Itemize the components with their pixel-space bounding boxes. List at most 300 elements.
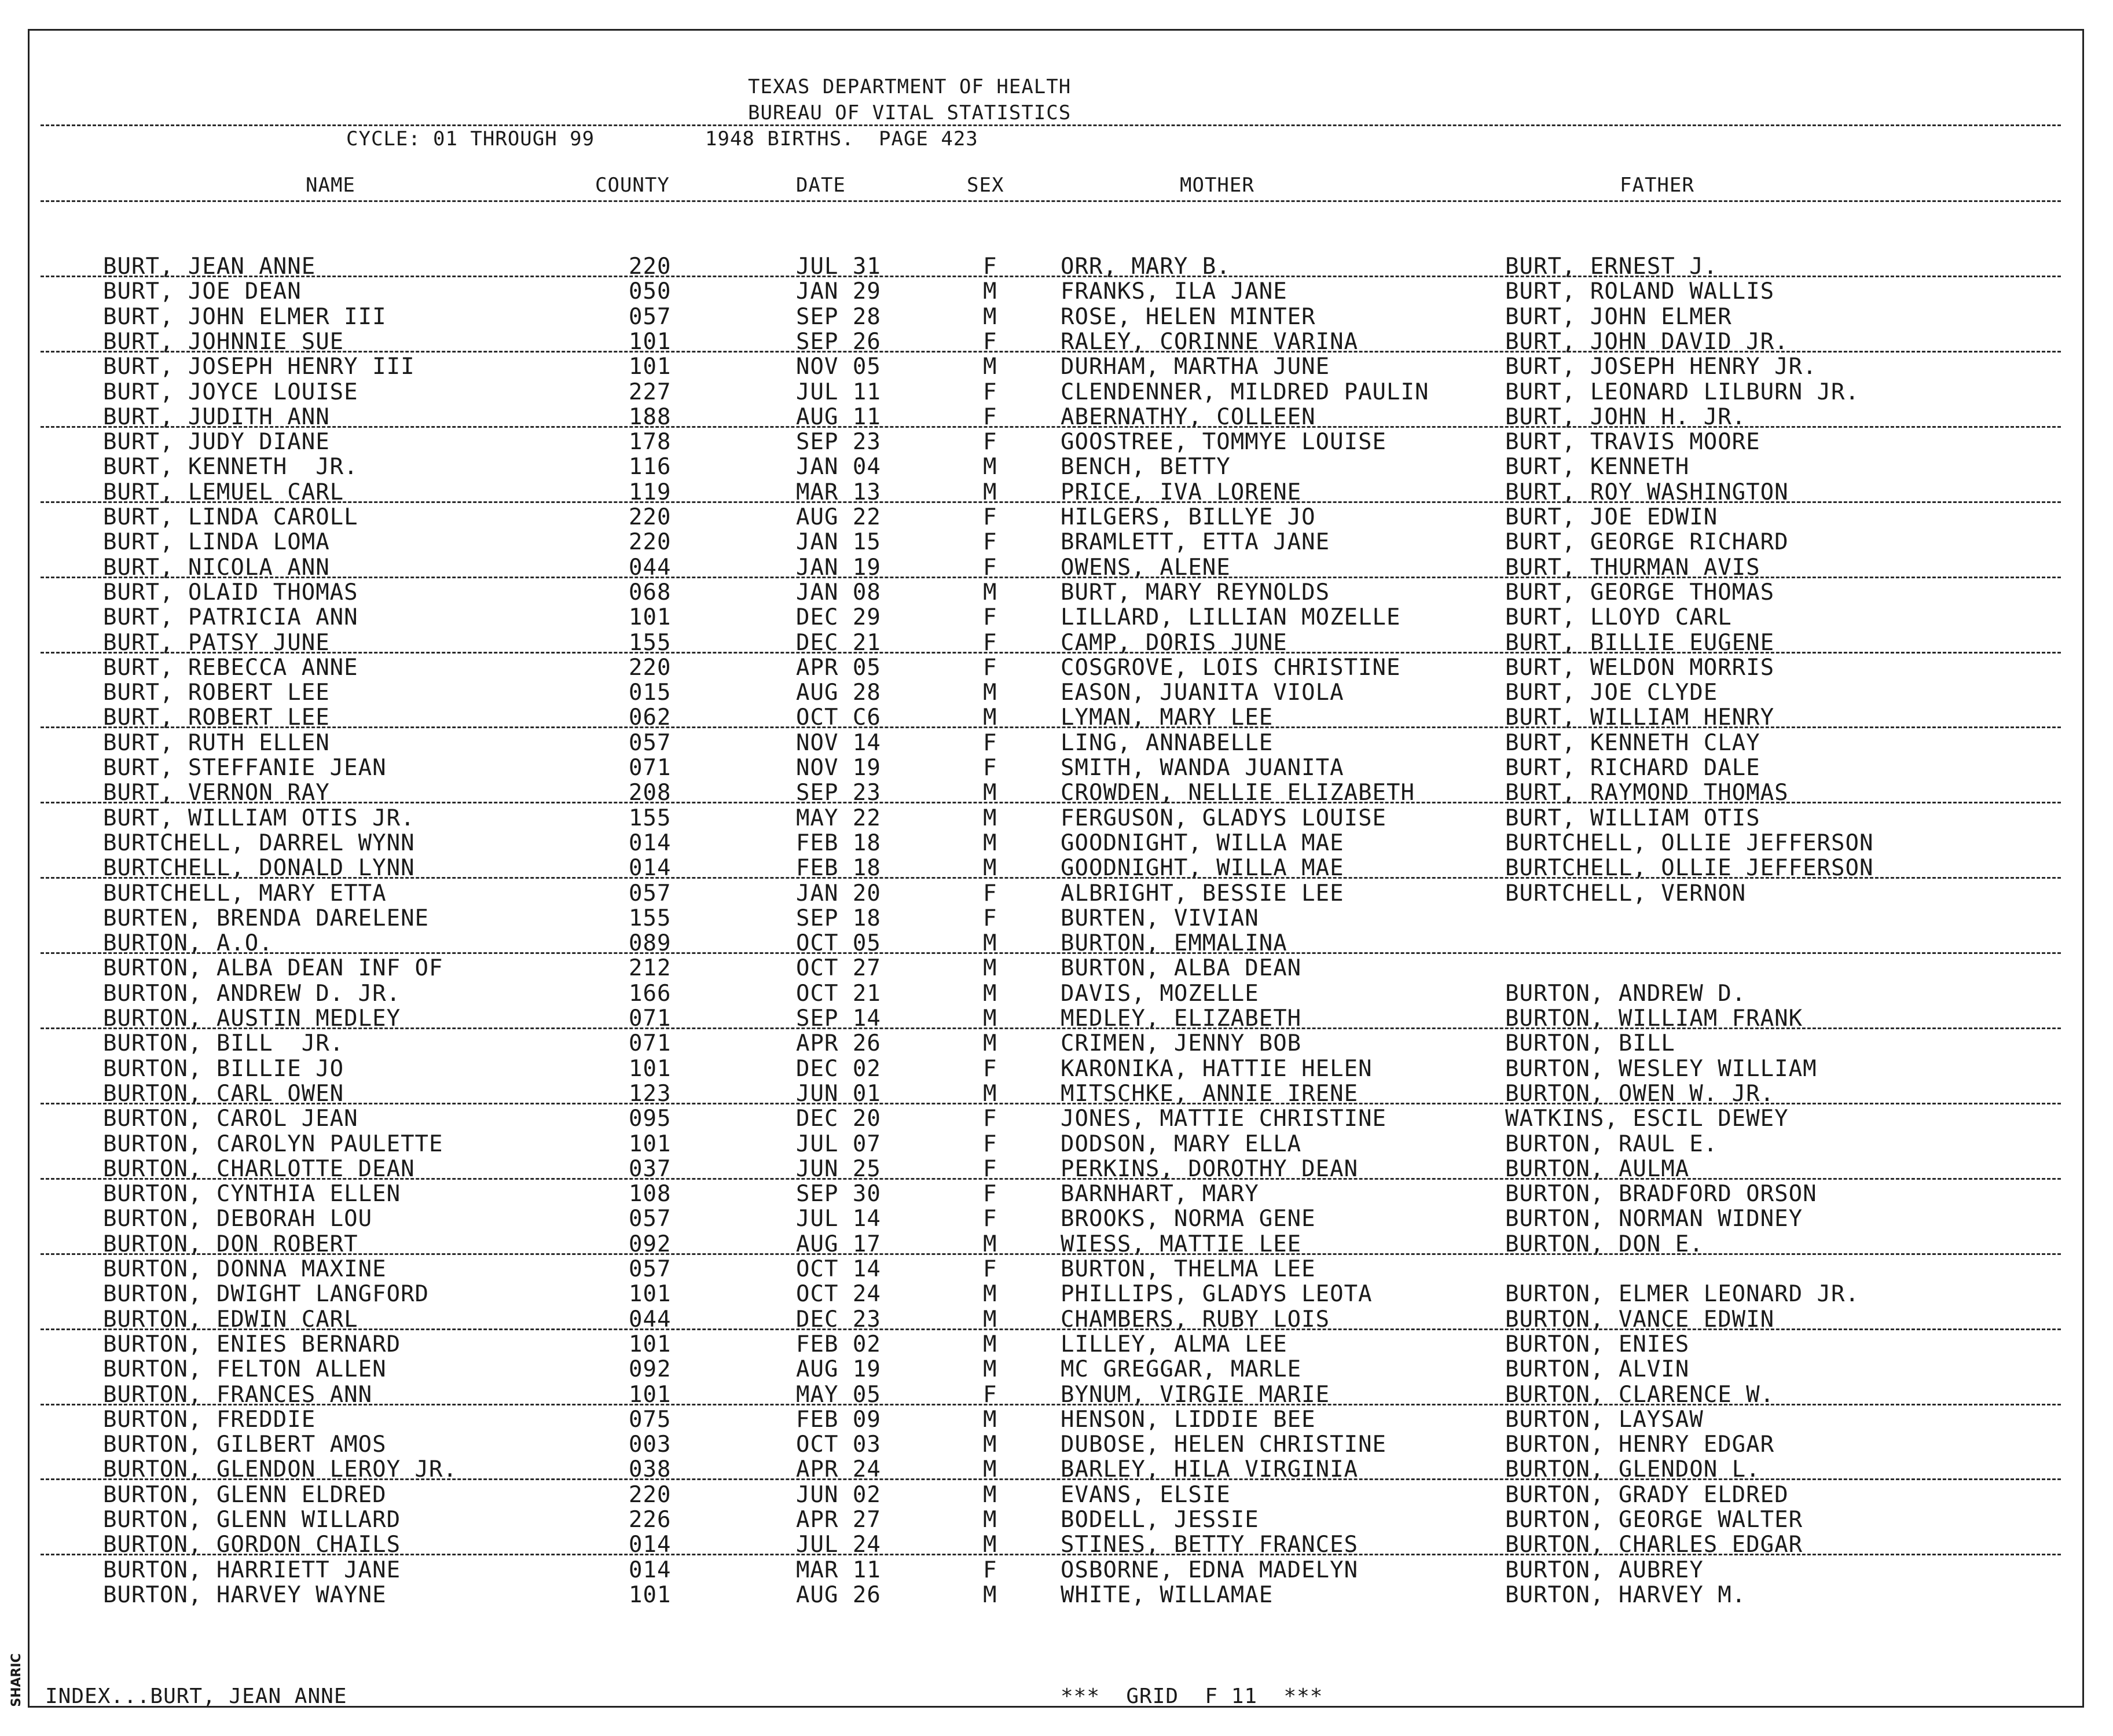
record-date: JUN 01: [796, 1081, 881, 1107]
record-date: NOV 14: [796, 730, 881, 756]
footer-index: INDEX...BURT, JEAN ANNE: [45, 1684, 347, 1708]
record-date: DEC 23: [796, 1306, 881, 1333]
record-county: 095: [629, 1106, 672, 1132]
record-sex: M: [983, 304, 997, 330]
record-name: BURT, NICOLA ANN: [103, 555, 330, 581]
record-date: OCT 14: [796, 1256, 881, 1282]
cycle-label: CYCLE:: [346, 127, 421, 151]
record-sex: M: [983, 1231, 997, 1257]
record-date: JAN 20: [796, 880, 881, 906]
record-mother: GOODNIGHT, WILLA MAE: [1061, 855, 1344, 881]
record-county: 101: [629, 1056, 672, 1082]
record-row: [0, 480, 2084, 505]
record-county: 071: [629, 1005, 672, 1032]
record-row: [0, 1057, 2084, 1081]
record-date: OCT 21: [796, 981, 881, 1007]
record-row: [0, 1558, 2084, 1583]
record-mother: PHILLIPS, GLADYS LEOTA: [1061, 1281, 1373, 1307]
record-row: [0, 556, 2084, 580]
record-sex: F: [983, 404, 997, 430]
record-county: 057: [629, 1206, 672, 1232]
record-name: BURTON, BILL JR.: [103, 1030, 344, 1056]
record-mother: BROOKS, NORMA GENE: [1061, 1206, 1316, 1232]
record-county: 178: [629, 429, 672, 455]
record-sex: F: [983, 1382, 997, 1408]
record-sex: F: [983, 630, 997, 656]
record-county: 038: [629, 1456, 672, 1482]
record-father: BURTCHELL, OLLIE JEFFERSON: [1505, 855, 1874, 881]
record-date: JAN 19: [796, 555, 881, 581]
record-county: 155: [629, 905, 672, 931]
record-name: BURTON, GLENDON LEROY JR.: [103, 1456, 457, 1482]
record-name: BURTON, CARL OWEN: [103, 1081, 344, 1107]
record-date: DEC 29: [796, 604, 881, 630]
record-county: 108: [629, 1181, 672, 1207]
record-name: BURT, REBECCA ANNE: [103, 655, 358, 681]
record-sex: F: [983, 529, 997, 555]
record-date: JUN 25: [796, 1156, 881, 1182]
column-header-mother: MOTHER: [1180, 174, 1254, 197]
record-sex: M: [983, 704, 997, 731]
record-father: BURT, GEORGE THOMAS: [1505, 579, 1775, 605]
record-row: [0, 605, 2084, 630]
record-date: DEC 20: [796, 1106, 881, 1132]
record-mother: BYNUM, VIRGIE MARIE: [1061, 1382, 1330, 1408]
record-county: 101: [629, 1331, 672, 1357]
record-mother: CLENDENNER, MILDRED PAULIN: [1061, 379, 1429, 405]
record-row: [0, 455, 2084, 479]
record-mother: ABERNATHY, COLLEEN: [1061, 404, 1316, 430]
record-row: [0, 1207, 2084, 1231]
record-father: BURT, WELDON MORRIS: [1505, 655, 1775, 681]
record-father: BURTON, BRADFORD ORSON: [1505, 1181, 1817, 1207]
record-name: BURTCHELL, DARREL WYNN: [103, 830, 415, 856]
record-row: [0, 530, 2084, 555]
record-sex: F: [983, 1557, 997, 1583]
record-mother: GOODNIGHT, WILLA MAE: [1061, 830, 1344, 856]
record-name: BURTON, DWIGHT LANGFORD: [103, 1281, 430, 1307]
record-name: BURT, JOE DEAN: [103, 278, 302, 304]
record-date: FEB 02: [796, 1331, 881, 1357]
column-header-sex: SEX: [967, 174, 1004, 197]
record-row: [0, 706, 2084, 730]
record-county: 057: [629, 880, 672, 906]
header-title: TEXAS DEPARTMENT OF HEALTH: [748, 75, 1072, 98]
record-row: [0, 831, 2084, 856]
record-sex: M: [983, 1456, 997, 1482]
record-sex: M: [983, 579, 997, 605]
record-sex: F: [983, 1156, 997, 1182]
record-sex: F: [983, 1181, 997, 1207]
record-county: 015: [629, 680, 672, 706]
record-mother: BENCH, BETTY: [1061, 454, 1231, 480]
record-mother: ROSE, HELEN MINTER: [1061, 304, 1316, 330]
record-date: MAR 11: [796, 1557, 881, 1583]
record-father: BURTON, ALVIN: [1505, 1356, 1690, 1382]
record-sex: M: [983, 1030, 997, 1056]
record-date: SEP 30: [796, 1181, 881, 1207]
record-county: 014: [629, 1532, 672, 1558]
record-sex: F: [983, 905, 997, 931]
record-county: 101: [629, 604, 672, 630]
record-mother: ALBRIGHT, BESSIE LEE: [1061, 880, 1344, 906]
record-mother: OSBORNE, EDNA MADELYN: [1061, 1557, 1359, 1583]
record-name: BURTON, HARVEY WAYNE: [103, 1582, 387, 1608]
record-mother: EASON, JUANITA VIOLA: [1061, 680, 1344, 706]
record-row: [0, 1282, 2084, 1306]
record-mother: PRICE, IVA LORENE: [1061, 479, 1302, 505]
record-county: 116: [629, 454, 672, 480]
record-father: BURT, BILLIE EUGENE: [1505, 630, 1775, 656]
record-county: 101: [629, 1382, 672, 1408]
record-date: AUG 22: [796, 504, 881, 530]
record-row: [0, 1007, 2084, 1031]
record-row: [0, 1082, 2084, 1106]
record-father: BURTON, OWEN W. JR.: [1505, 1081, 1775, 1107]
record-date: OCT 27: [796, 955, 881, 981]
record-county: 014: [629, 855, 672, 881]
record-sex: M: [983, 1432, 997, 1458]
record-county: 068: [629, 579, 672, 605]
record-sex: F: [983, 604, 997, 630]
record-father: BURT, RICHARD DALE: [1505, 755, 1760, 781]
record-county: 037: [629, 1156, 672, 1182]
record-row: [0, 355, 2084, 379]
record-row: [0, 731, 2084, 755]
header-divider: [41, 124, 2061, 126]
record-sex: M: [983, 1507, 997, 1533]
record-name: BURTON, GLENN WILLARD: [103, 1507, 401, 1533]
column-header-county: COUNTY: [595, 174, 670, 197]
record-mother: BURT, MARY REYNOLDS: [1061, 579, 1330, 605]
record-mother: LING, ANNABELLE: [1061, 730, 1274, 756]
record-mother: MEDLEY, ELIZABETH: [1061, 1005, 1302, 1032]
record-father: BURTON, AULMA: [1505, 1156, 1690, 1182]
record-sex: M: [983, 830, 997, 856]
record-county: 155: [629, 630, 672, 656]
record-sex: M: [983, 1005, 997, 1032]
record-father: BURT, ROY WASHINGTON: [1505, 479, 1789, 505]
record-mother: HILGERS, BILLYE JO: [1061, 504, 1316, 530]
record-mother: COSGROVE, LOIS CHRISTINE: [1061, 655, 1401, 681]
footer-grid: *** GRID F 11 ***: [1061, 1684, 1323, 1708]
record-sex: F: [983, 429, 997, 455]
record-father: BURTON, GLENDON L.: [1505, 1456, 1760, 1482]
record-date: MAY 22: [796, 805, 881, 831]
record-date: OCT 05: [796, 930, 881, 956]
record-county: 057: [629, 304, 672, 330]
record-row: [0, 1157, 2084, 1181]
record-sex: M: [983, 1407, 997, 1433]
year-births: 1948 BIRTHS.: [705, 127, 854, 151]
record-row: [0, 330, 2084, 354]
record-name: BURTCHELL, MARY ETTA: [103, 880, 387, 906]
record-county: 101: [629, 329, 672, 355]
record-row: [0, 1483, 2084, 1507]
record-father: BURTON, CLARENCE W.: [1505, 1382, 1775, 1408]
record-mother: DAVIS, MOZELLE: [1061, 981, 1259, 1007]
record-sex: F: [983, 504, 997, 530]
record-mother: BRAMLETT, ETTA JANE: [1061, 529, 1330, 555]
record-name: BURTON, GILBERT AMOS: [103, 1432, 387, 1458]
record-county: 226: [629, 1507, 672, 1533]
record-date: DEC 21: [796, 630, 881, 656]
record-father: WATKINS, ESCIL DEWEY: [1505, 1106, 1789, 1132]
record-row: [0, 581, 2084, 605]
record-name: BURTON, AUSTIN MEDLEY: [103, 1005, 401, 1032]
record-row: [0, 1333, 2084, 1357]
record-date: SEP 23: [796, 429, 881, 455]
record-name: BURTEN, BRENDA DARELENE: [103, 905, 430, 931]
record-row: [0, 856, 2084, 880]
record-name: BURT, PATSY JUNE: [103, 630, 330, 656]
record-name: BURTCHELL, DONALD LYNN: [103, 855, 415, 881]
record-father: BURT, KENNETH CLAY: [1505, 730, 1760, 756]
record-mother: MC GREGGAR, MARLE: [1061, 1356, 1302, 1382]
record-mother: DUBOSE, HELEN CHRISTINE: [1061, 1432, 1387, 1458]
record-date: APR 24: [796, 1456, 881, 1482]
record-county: 014: [629, 830, 672, 856]
record-father: BURT, JOSEPH HENRY JR.: [1505, 354, 1817, 380]
record-county: 057: [629, 1256, 672, 1282]
record-mother: CAMP, DORIS JUNE: [1061, 630, 1287, 656]
record-name: BURTON, A.O.: [103, 930, 273, 956]
record-county: 119: [629, 479, 672, 505]
record-father: BURTON, BILL: [1505, 1030, 1675, 1056]
record-father: BURTON, WILLIAM FRANK: [1505, 1005, 1803, 1032]
record-mother: JONES, MATTIE CHRISTINE: [1061, 1106, 1387, 1132]
record-row: [0, 681, 2084, 705]
record-row: [0, 1132, 2084, 1157]
record-row: [0, 1232, 2084, 1257]
record-sex: M: [983, 680, 997, 706]
record-name: BURTON, BILLIE JO: [103, 1056, 344, 1082]
record-name: BURT, LEMUEL CARL: [103, 479, 344, 505]
column-header-date: DATE: [796, 174, 846, 197]
record-name: BURTON, CHARLOTTE DEAN: [103, 1156, 415, 1182]
record-date: JAN 29: [796, 278, 881, 304]
record-sex: M: [983, 479, 997, 505]
record-county: 044: [629, 555, 672, 581]
record-sex: M: [983, 955, 997, 981]
record-mother: BURTEN, VIVIAN: [1061, 905, 1259, 931]
record-sex: F: [983, 1131, 997, 1157]
record-row: [0, 1583, 2084, 1607]
record-row: [0, 982, 2084, 1006]
record-row: [0, 280, 2084, 304]
record-row: [0, 882, 2084, 906]
record-sex: F: [983, 1256, 997, 1282]
column-header-divider: [41, 200, 2061, 202]
record-row: [0, 1107, 2084, 1131]
record-mother: BURTON, ALBA DEAN: [1061, 955, 1302, 981]
record-mother: WIESS, MATTIE LEE: [1061, 1231, 1302, 1257]
record-name: BURTON, CYNTHIA ELLEN: [103, 1181, 401, 1207]
record-sex: M: [983, 1582, 997, 1608]
record-row: [0, 631, 2084, 655]
record-date: APR 05: [796, 655, 881, 681]
record-county: 101: [629, 1582, 672, 1608]
record-date: SEP 18: [796, 905, 881, 931]
record-mother: BURTON, EMMALINA: [1061, 930, 1287, 956]
record-father: BURTON, ELMER LEONARD JR.: [1505, 1281, 1859, 1307]
record-name: BURTON, CAROLYN PAULETTE: [103, 1131, 443, 1157]
record-date: JUL 24: [796, 1532, 881, 1558]
record-mother: RALEY, CORINNE VARINA: [1061, 329, 1359, 355]
record-county: 220: [629, 254, 672, 280]
record-sex: F: [983, 755, 997, 781]
record-county: 071: [629, 755, 672, 781]
record-county: 220: [629, 504, 672, 530]
record-father: BURTCHELL, VERNON: [1505, 880, 1747, 906]
record-county: 101: [629, 1281, 672, 1307]
record-sex: M: [983, 278, 997, 304]
record-county: 220: [629, 529, 672, 555]
record-father: BURT, ROLAND WALLIS: [1505, 278, 1775, 304]
record-father: BURT, TRAVIS MOORE: [1505, 429, 1760, 455]
record-name: BURTON, ANDREW D. JR.: [103, 981, 401, 1007]
record-father: BURT, THURMAN AVIS: [1505, 555, 1760, 581]
record-county: 071: [629, 1030, 672, 1056]
record-sex: F: [983, 555, 997, 581]
record-name: BURT, JOHNNIE SUE: [103, 329, 344, 355]
record-father: BURT, LEONARD LILBURN JR.: [1505, 379, 1859, 405]
record-mother: CROWDEN, NELLIE ELIZABETH: [1061, 780, 1415, 806]
record-mother: SMITH, WANDA JUANITA: [1061, 755, 1344, 781]
record-father: BURT, JOE EDWIN: [1505, 504, 1718, 530]
record-name: BURT, JOHN ELMER III: [103, 304, 387, 330]
record-county: 050: [629, 278, 672, 304]
record-name: BURT, JEAN ANNE: [103, 254, 316, 280]
record-mother: ORR, MARY B.: [1061, 254, 1231, 280]
record-father: BURTON, DON E.: [1505, 1231, 1704, 1257]
record-name: BURT, JOSEPH HENRY III: [103, 354, 415, 380]
record-county: 220: [629, 1482, 672, 1508]
record-date: JAN 08: [796, 579, 881, 605]
record-mother: BARLEY, HILA VIRGINIA: [1061, 1456, 1359, 1482]
record-date: APR 26: [796, 1030, 881, 1056]
record-row: [0, 906, 2084, 931]
record-county: 101: [629, 1131, 672, 1157]
record-name: BURT, LINDA CAROLL: [103, 504, 358, 530]
cycle-range: 01 THROUGH 99: [433, 127, 595, 151]
record-father: BURT, LLOYD CARL: [1505, 604, 1732, 630]
record-row: [0, 756, 2084, 780]
record-mother: PERKINS, DOROTHY DEAN: [1061, 1156, 1359, 1182]
record-father: BURT, RAYMOND THOMAS: [1505, 780, 1789, 806]
record-county: 220: [629, 655, 672, 681]
column-header-father: FATHER: [1620, 174, 1694, 197]
record-date: OCT C6: [796, 704, 881, 731]
record-mother: LILLARD, LILLIAN MOZELLE: [1061, 604, 1401, 630]
record-date: APR 27: [796, 1507, 881, 1533]
record-row: [0, 1533, 2084, 1557]
record-row: [0, 806, 2084, 831]
record-name: BURT, VERNON RAY: [103, 780, 330, 806]
record-mother: CHAMBERS, RUBY LOIS: [1061, 1306, 1330, 1333]
record-father: BURTON, RAUL E.: [1505, 1131, 1718, 1157]
record-sex: M: [983, 1356, 997, 1382]
record-date: OCT 03: [796, 1432, 881, 1458]
record-row: [0, 1508, 2084, 1532]
record-sex: M: [983, 354, 997, 380]
record-county: 155: [629, 805, 672, 831]
record-row: [0, 405, 2084, 430]
record-father: BURTON, WESLEY WILLIAM: [1505, 1056, 1817, 1082]
record-name: BURT, ROBERT LEE: [103, 680, 330, 706]
record-father: BURT, KENNETH: [1505, 454, 1690, 480]
record-mother: CRIMEN, JENNY BOB: [1061, 1030, 1302, 1056]
record-name: BURT, LINDA LOMA: [103, 529, 330, 555]
record-date: JUL 11: [796, 379, 881, 405]
record-date: JUL 07: [796, 1131, 881, 1157]
record-date: FEB 09: [796, 1407, 881, 1433]
record-name: BURT, JUDY DIANE: [103, 429, 330, 455]
record-sex: F: [983, 1206, 997, 1232]
record-county: 208: [629, 780, 672, 806]
record-row: [0, 1357, 2084, 1382]
record-row: [0, 1032, 2084, 1056]
record-sex: M: [983, 1281, 997, 1307]
record-sex: F: [983, 880, 997, 906]
record-father: BURTON, GEORGE WALTER: [1505, 1507, 1803, 1533]
record-sex: M: [983, 981, 997, 1007]
record-name: BURT, STEFFANIE JEAN: [103, 755, 387, 781]
record-sex: M: [983, 454, 997, 480]
record-name: BURTON, HARRIETT JANE: [103, 1557, 401, 1583]
record-father: BURTON, ANDREW D.: [1505, 981, 1747, 1007]
record-date: AUG 17: [796, 1231, 881, 1257]
record-name: BURT, PATRICIA ANN: [103, 604, 358, 630]
record-date: SEP 14: [796, 1005, 881, 1032]
record-county: 089: [629, 930, 672, 956]
record-sex: F: [983, 329, 997, 355]
record-father: BURTON, AUBREY: [1505, 1557, 1704, 1583]
record-name: BURTON, ALBA DEAN INF OF: [103, 955, 443, 981]
record-date: SEP 28: [796, 304, 881, 330]
record-row: [0, 781, 2084, 805]
record-father: BURTON, LAYSAW: [1505, 1407, 1704, 1433]
record-name: BURTON, FRANCES ANN: [103, 1382, 373, 1408]
record-county: 123: [629, 1081, 672, 1107]
record-name: BURTON, DEBORAH LOU: [103, 1206, 373, 1232]
record-county: 003: [629, 1432, 672, 1458]
record-county: 044: [629, 1306, 672, 1333]
record-county: 092: [629, 1356, 672, 1382]
record-name: BURTON, FELTON ALLEN: [103, 1356, 387, 1382]
record-date: JUL 14: [796, 1206, 881, 1232]
record-mother: OWENS, ALENE: [1061, 555, 1231, 581]
record-mother: FRANKS, ILA JANE: [1061, 278, 1287, 304]
record-sex: M: [983, 1081, 997, 1107]
record-father: BURTON, ENIES: [1505, 1331, 1690, 1357]
record-date: AUG 28: [796, 680, 881, 706]
record-mother: LILLEY, ALMA LEE: [1061, 1331, 1287, 1357]
header-subtitle: BUREAU OF VITAL STATISTICS: [748, 101, 1072, 124]
record-date: AUG 11: [796, 404, 881, 430]
record-date: NOV 05: [796, 354, 881, 380]
record-sex: F: [983, 655, 997, 681]
record-date: JAN 15: [796, 529, 881, 555]
record-father: BURTCHELL, OLLIE JEFFERSON: [1505, 830, 1874, 856]
record-name: BURTON, ENIES BERNARD: [103, 1331, 401, 1357]
record-date: SEP 23: [796, 780, 881, 806]
record-date: FEB 18: [796, 855, 881, 881]
record-county: 212: [629, 955, 672, 981]
record-sex: F: [983, 1106, 997, 1132]
record-row: [0, 931, 2084, 956]
record-name: BURT, RUTH ELLEN: [103, 730, 330, 756]
